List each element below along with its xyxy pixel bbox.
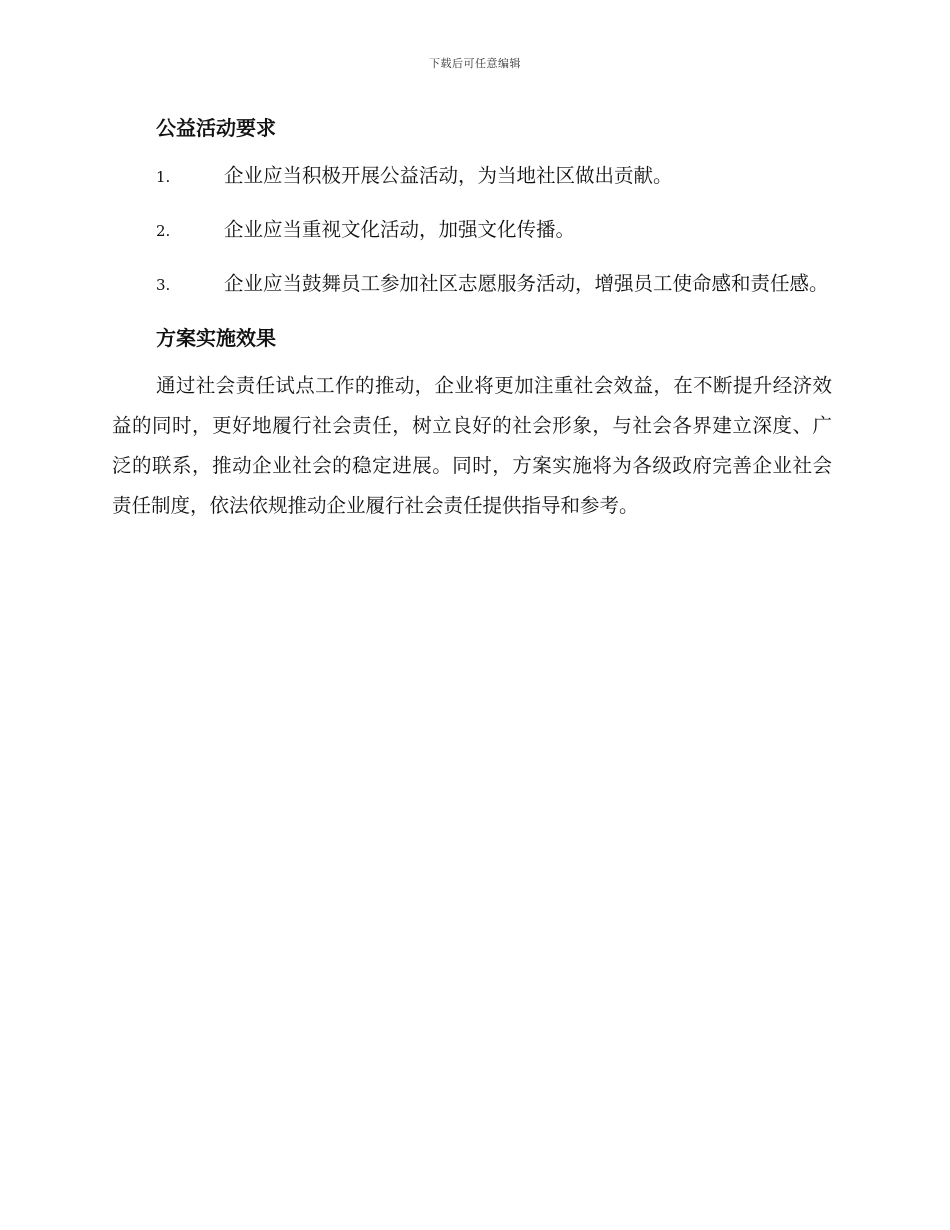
section-heading-implementation-effect: 方案实施效果 bbox=[156, 326, 276, 350]
list-item-text: 企业应当积极开展公益活动，为当地社区做出贡献。 bbox=[224, 164, 673, 187]
document-body bbox=[112, 108, 832, 526]
list-item-number: 1. bbox=[156, 168, 171, 186]
list-item-number: 2. bbox=[156, 222, 171, 240]
list-item bbox=[112, 156, 832, 197]
list-item bbox=[112, 264, 832, 305]
list-item-text: 企业应当鼓舞员工参加社区志愿服务活动，增强员工使命感和责任感。 bbox=[224, 272, 829, 295]
list-item bbox=[112, 210, 832, 251]
section-paragraph: 通过社会责任试点工作的推动，企业将更加注重社会效益，在不断提升经济效益的同时，更好地履行社会责任，树立良好的社会形象，与社会各界建立深度、广泛的联系，推动企业社会的稳定进展。同时，方案实施将为各级政府完善企业社会责任制度，依法依规推动企业履行社会责任提供指导和参考。 bbox=[112, 374, 832, 517]
list-item-text: 企业应当重视文化活动，加强文化传播。 bbox=[224, 218, 576, 241]
list-item-number: 3. bbox=[156, 276, 171, 294]
section-heading-public-welfare: 公益活动要求 bbox=[156, 116, 276, 140]
page-header: 下载后可任意编辑 bbox=[429, 57, 521, 70]
